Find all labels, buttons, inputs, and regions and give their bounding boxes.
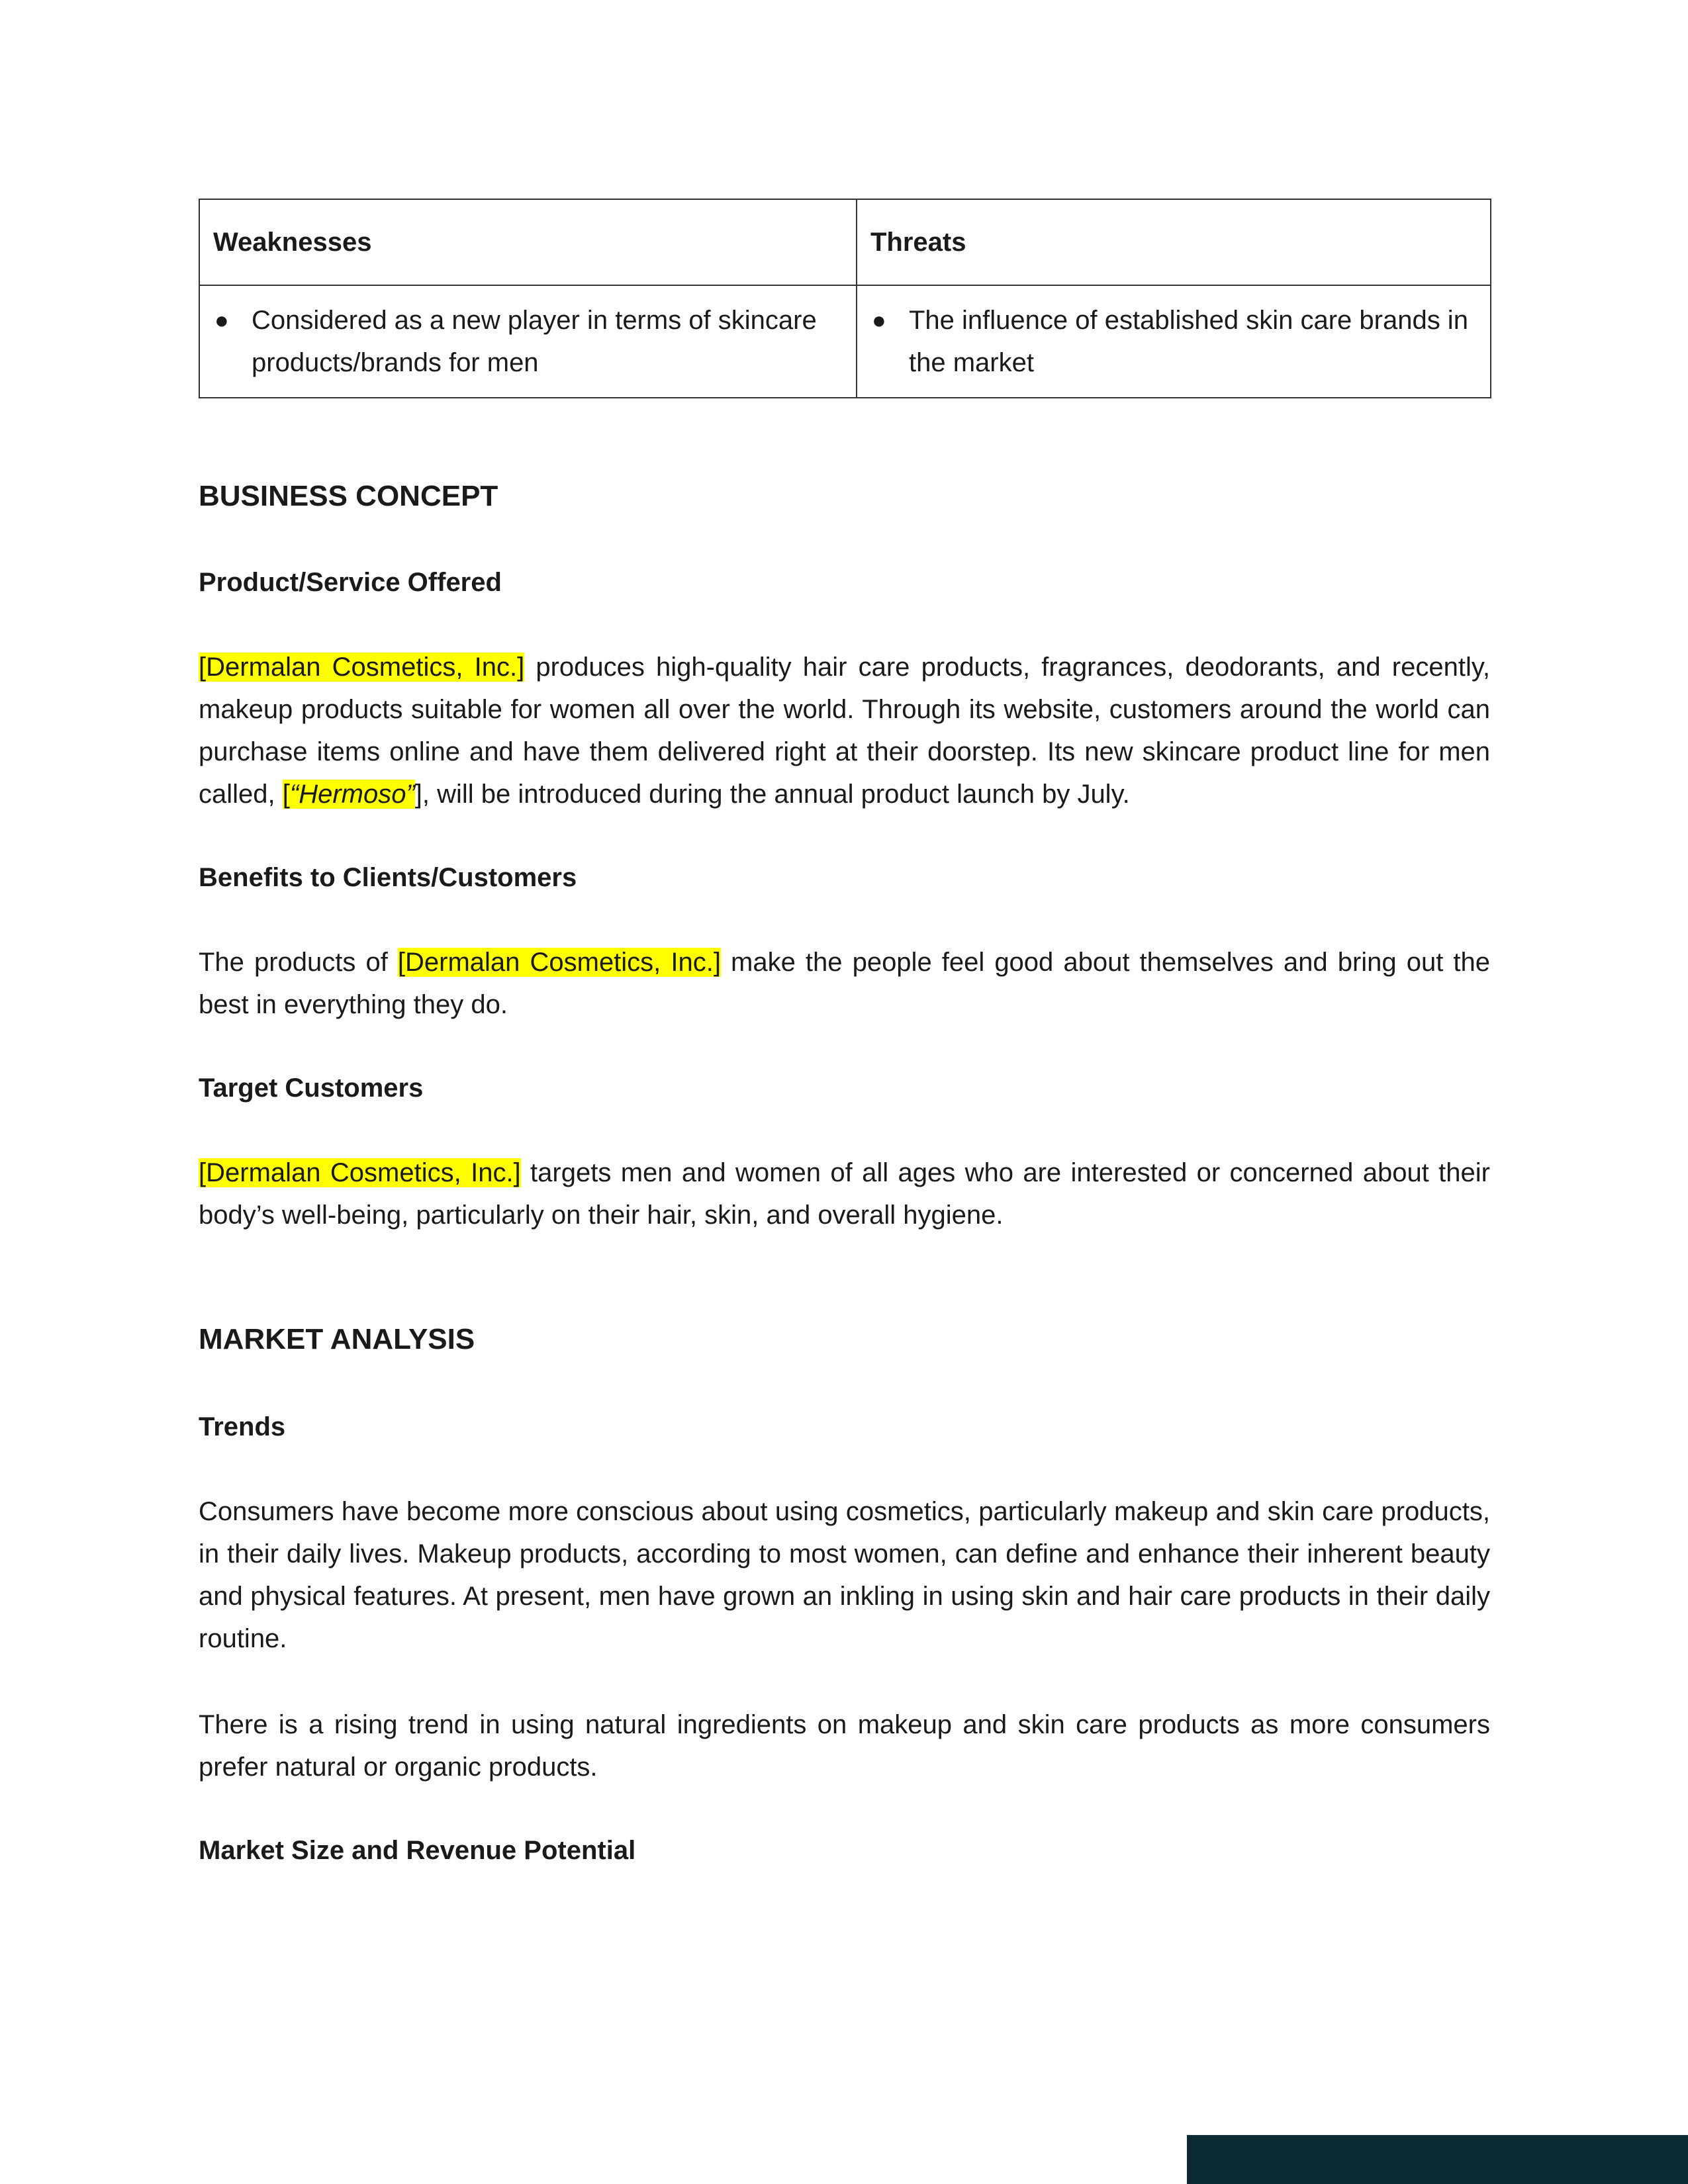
business-concept-heading: BUSINESS CONCEPT [199, 480, 498, 512]
weakness-text: Considered as a new player in terms of skincare products/brands for men [252, 306, 817, 377]
threats-list [870, 299, 1477, 384]
trends-heading: Trends [199, 1412, 286, 1441]
bracket-close: ] [414, 780, 422, 809]
bracket-open: [ [282, 780, 290, 809]
weaknesses-header: Weaknesses [199, 199, 857, 285]
threats-header: Threats [857, 199, 1491, 285]
footer-decorative-bar [1187, 2135, 1688, 2184]
product-service-heading: Product/Service Offered [199, 568, 502, 597]
benefits-text-part-1: The products of [199, 948, 398, 977]
company-name-placeholder: [Dermalan Cosmetics, Inc.] [397, 948, 721, 977]
bullet-icon: ● [872, 306, 886, 334]
swot-table [199, 199, 1491, 398]
product-line-name: “Hermoso” [289, 780, 415, 809]
target-customers-heading: Target Customers [199, 1073, 424, 1103]
product-text-part-1: produces high-quality hair care products, fragrances, deodorants, and recently, makeup products suitable for women all over the world. Through its website, customers around the world can purchase items online and have them delivered right at their doorstep. Its new skincare product line for men called, [199, 653, 1490, 809]
market-analysis-heading: MARKET ANALYSIS [199, 1323, 475, 1355]
company-name-placeholder: [Dermalan Cosmetics, Inc.] [199, 653, 525, 682]
list-item [870, 299, 1477, 384]
company-name-placeholder: [Dermalan Cosmetics, Inc.] [199, 1158, 521, 1187]
threat-text: The influence of established skin care brands in the market [909, 306, 1468, 377]
swot-header-row [199, 199, 1491, 285]
trends-paragraph-1: Consumers have become more conscious about using cosmetics, particularly makeup and skin care products, in their daily lives. Makeup products, according to most women, can define and enhance their inherent beauty and physical features. At present, men have grown an inkling in using skin and hair care products in their daily routine. [199, 1497, 1490, 1653]
benefits-paragraph [199, 941, 1490, 1026]
bullet-icon: ● [214, 306, 229, 334]
weaknesses-cell [199, 285, 857, 398]
product-line-placeholder [283, 780, 415, 809]
product-service-paragraph [199, 646, 1490, 815]
trends-paragraph-2: There is a rising trend in using natural ingredients on makeup and skin care products as more consumers prefer natural or organic products. [199, 1710, 1490, 1782]
market-size-heading: Market Size and Revenue Potential [199, 1836, 636, 1865]
benefits-heading: Benefits to Clients/Customers [199, 863, 577, 892]
swot-body-row [199, 285, 1491, 398]
product-text-part-2: , will be introduced during the annual product launch by July. [422, 780, 1130, 809]
list-item [213, 299, 843, 384]
threats-cell [857, 285, 1491, 398]
benefits-text-part-2: make the people feel good about themselves and bring out the best in everything they do. [199, 948, 1490, 1019]
document-page [199, 199, 1490, 1870]
weaknesses-list [213, 299, 843, 384]
target-text: targets men and women of all ages who are interested or concerned about their body’s well-being, particularly on their hair, skin, and overall hygiene. [199, 1158, 1490, 1230]
target-customers-paragraph [199, 1152, 1490, 1236]
